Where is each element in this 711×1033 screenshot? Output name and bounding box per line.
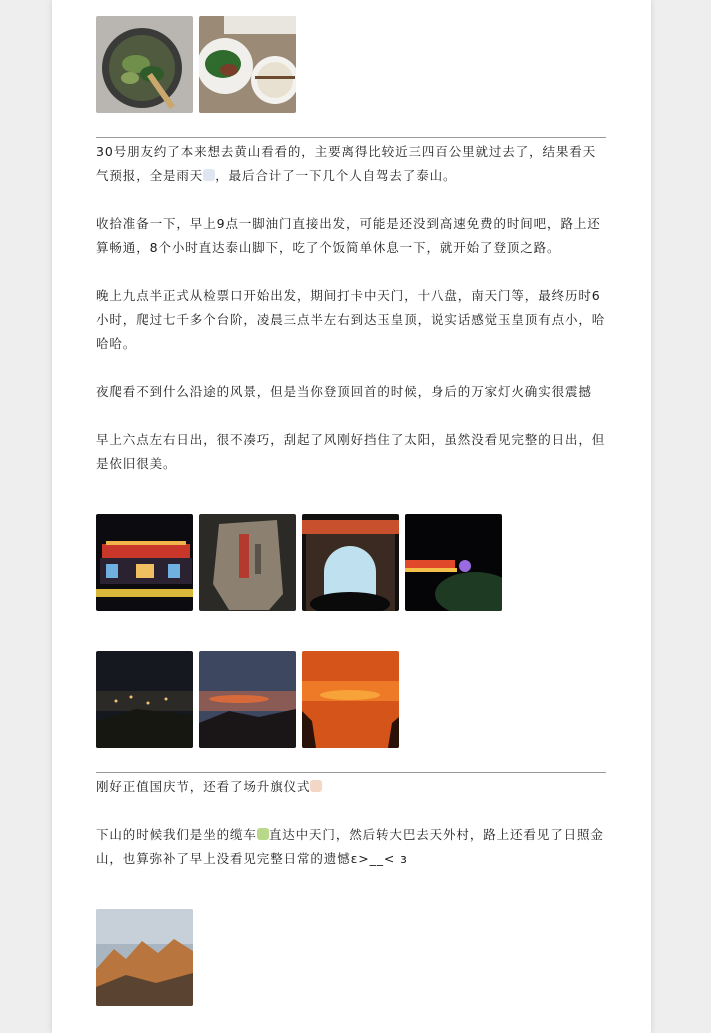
image-row-mountain (96, 909, 193, 1006)
city-lights-night-photo[interactable] (96, 651, 193, 748)
paragraph-4: 夜爬看不到什么沿途的风景，但是当你登顶回首的时候，身后的万家灯火确实很震撼 (96, 384, 592, 399)
image-row-dawn (96, 651, 399, 748)
wok-stir-fry-photo[interactable] (96, 16, 193, 113)
paragraph-7: 下山的时候我们是坐的缆车 直达中天门，然后转大巴去天外村，路上还看见了日照金山，也算弥补了早上没看见完整日常的遗憾ε>__< з (96, 827, 604, 866)
paragraph-6: 刚好正值国庆节，还看了场升旗仪式 (96, 775, 606, 799)
section-divider (96, 772, 606, 773)
rain-cloud-icon (203, 169, 215, 181)
image-row-night (96, 514, 502, 611)
raised-hand-icon (310, 780, 322, 792)
paragraph-2: 收拾准备一下，早上9点一脚油门直接出发，可能是还没到高速免费的时间吧，路上还算畅通，8个小时直达泰山脚下，吃了个饭简单休息一下，就开始了登顶之路。 (96, 216, 601, 255)
section-divider (96, 137, 606, 138)
lit-temple-gate-photo[interactable] (96, 514, 193, 611)
golden-mountain-photo[interactable] (96, 909, 193, 1006)
carved-stone-tablet-photo[interactable] (199, 514, 296, 611)
sunrise-clouds-photo[interactable] (199, 651, 296, 748)
paragraph-5: 早上六点左右日出，很不凑巧，刮起了风刚好挡住了太阳，虽然没看见完整的日出，但是依旧很美。 (96, 432, 606, 471)
paragraph-3: 晚上九点半正式从检票口开始出发，期间打卡中天门，十八盘，南天门等，最终历时6小时，爬过七千多个台阶，凌晨三点半左右到达玉皇顶，说实话感觉玉皇顶有点小，哈哈哈。 (96, 288, 606, 351)
paragraph-1: 30号朋友约了本来想去黄山看看的，主要离得比较近三四百公里就过去了，结果看天气预报，全是雨天 ，最后合计了一下几个人自驾去了泰山。 (96, 144, 597, 183)
article-page (52, 0, 651, 1033)
image-row-food (96, 16, 296, 113)
night-temple-lights-photo[interactable] (405, 514, 502, 611)
orange-sunrise-photo[interactable] (302, 651, 399, 748)
south-heaven-gate-arch-photo[interactable] (302, 514, 399, 611)
dinner-plates-photo[interactable] (199, 16, 296, 113)
drink-cup-icon (257, 828, 269, 840)
